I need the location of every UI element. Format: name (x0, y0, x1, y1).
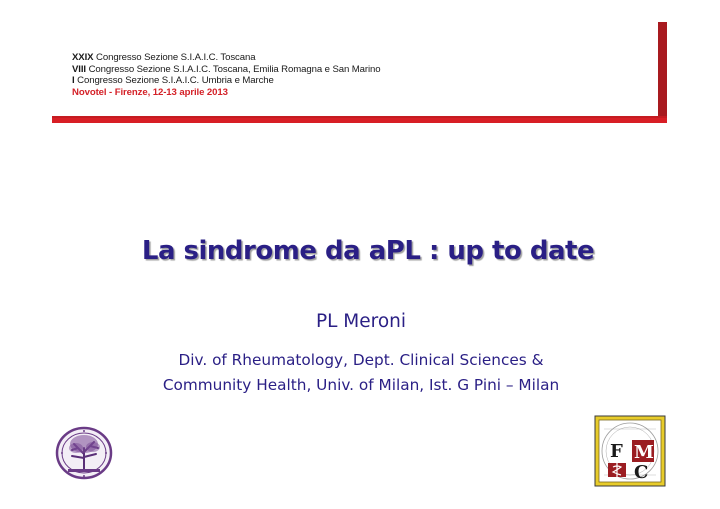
fmc-letter-f: F (610, 441, 623, 462)
header-divider-bar (52, 118, 667, 123)
congress-line-3: I Congresso Sezione S.I.A.I.C. Umbria e Marche (72, 75, 274, 87)
slide-title: La sindrome da aPL : up to date (141, 236, 595, 266)
congress-line-2: VIII Congresso Sezione S.I.A.I.C. Toscana, Emilia Romagna e San Marino (72, 63, 381, 75)
slide-affiliation (0, 348, 720, 398)
fmc-logo (594, 415, 666, 487)
fmc-letter-c: C (634, 462, 649, 483)
congress-line-1: XXIX Congresso Sezione S.I.A.I.C. Toscana (72, 52, 256, 63)
affiliation-line-2: Community Health, Univ. of Milan, Ist. G Pini – Milan (162, 376, 560, 394)
venue-line: Novotel - Firenze, 12-13 aprile 2013 (72, 86, 228, 98)
slide-author: PL Meroni (315, 311, 407, 332)
fmc-letter-m: M (634, 442, 654, 463)
affiliation-line-1: Div. of Rheumatology, Dept. Clinical Sciences & (178, 351, 544, 369)
congress-header (72, 52, 381, 98)
vertical-accent-bar (658, 22, 667, 123)
university-seal-logo (54, 426, 114, 480)
